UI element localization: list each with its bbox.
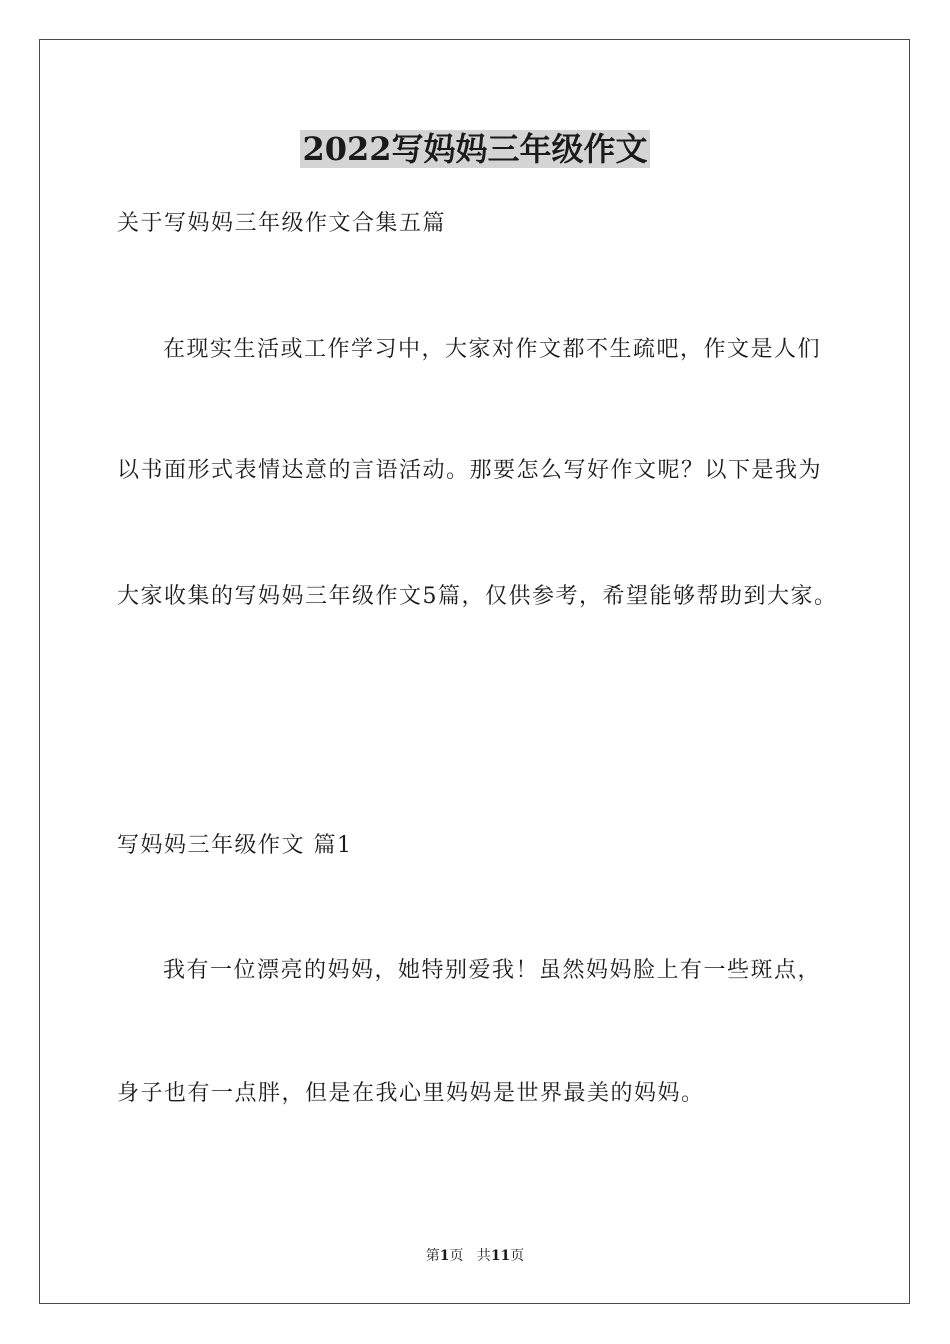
footer-page-number: 1 [439, 1248, 450, 1264]
section-line-2: 身子也有一点胖，但是在我心里妈妈是世界最美的妈妈。 [117, 1081, 705, 1106]
footer-page-unit: 页 [449, 1248, 464, 1264]
intro-line-1: 在现实生活或工作学习中，大家对作文都不生疏吧，作文是人们 [163, 337, 822, 362]
footer-page-prefix: 第 [425, 1248, 440, 1264]
page-footer [0, 1247, 950, 1265]
document-subtitle: 关于写妈妈三年级作文合集五篇 [117, 211, 447, 236]
document-title [0, 128, 950, 170]
footer-total-unit: 页 [510, 1248, 525, 1264]
footer-total-prefix: 共 [476, 1248, 491, 1264]
intro-line-3: 大家收集的写妈妈三年级作文5篇，仅供参考，希望能够帮助到大家。 [117, 584, 838, 609]
footer-total-pages: 11 [490, 1248, 511, 1264]
section-line-1: 我有一位漂亮的妈妈，她特别爱我！虽然妈妈脸上有一些斑点， [163, 958, 822, 983]
section-heading: 写妈妈三年级作文 篇1 [117, 833, 353, 858]
document-title-text: 2022写妈妈三年级作文 [302, 130, 648, 168]
intro-line-2: 以书面形式表情达意的言语活动。那要怎么写好作文呢？以下是我为 [117, 458, 823, 483]
